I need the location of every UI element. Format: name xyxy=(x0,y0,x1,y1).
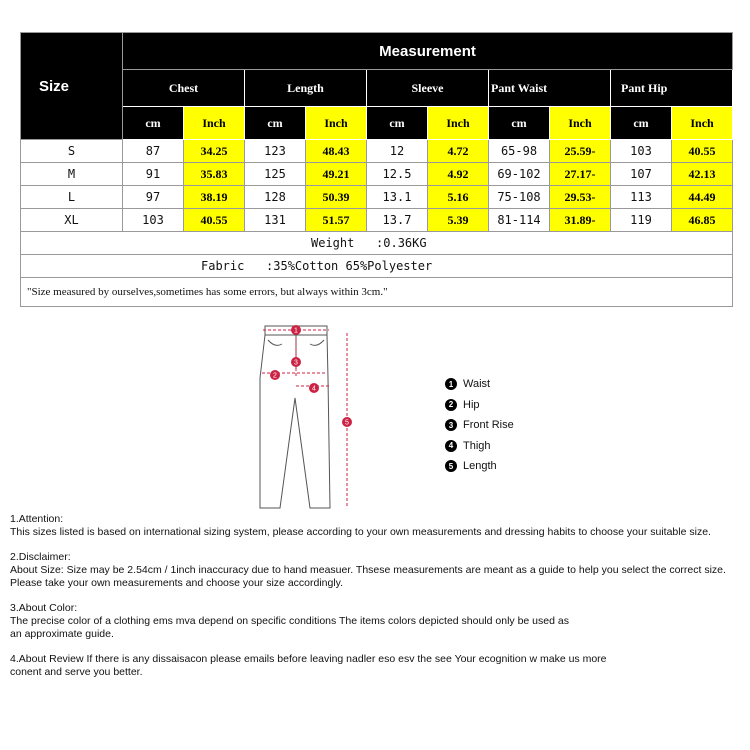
group-pant-hip: Pant Hip xyxy=(611,70,733,107)
unit-cm: cm xyxy=(611,107,672,140)
disclaimer-line: Please take your own measurements and choose your size accordingly. xyxy=(10,577,344,589)
waist-inch: 25.59- xyxy=(550,140,611,163)
legend-label: Waist xyxy=(463,378,491,391)
pocket-line xyxy=(310,340,324,345)
hip-inch: 40.55 xyxy=(672,140,733,163)
table-row xyxy=(21,209,733,232)
chest-inch: 38.19 xyxy=(184,186,245,209)
unit-inch: Inch xyxy=(672,107,733,140)
waist-inch: 29.53- xyxy=(550,186,611,209)
size-header: Size xyxy=(21,33,123,140)
review-line: conent and serve you better. xyxy=(10,666,143,678)
weight-row: Weight :0.36KG xyxy=(21,232,733,255)
chest-cm: 103 xyxy=(123,209,184,232)
unit-inch: Inch xyxy=(306,107,367,140)
chest-cm: 91 xyxy=(123,163,184,186)
hip-inch: 46.85 xyxy=(672,209,733,232)
sleeve-cm: 13.1 xyxy=(367,186,428,209)
number-4-icon: 4 xyxy=(445,440,457,452)
waist-cm: 81-114 xyxy=(489,209,550,232)
chest-cm: 97 xyxy=(123,186,184,209)
unit-inch: Inch xyxy=(184,107,245,140)
sleeve-cm: 12 xyxy=(367,140,428,163)
length-inch: 50.39 xyxy=(306,186,367,209)
hip-cm: 103 xyxy=(611,140,672,163)
unit-inch: Inch xyxy=(550,107,611,140)
legend-label: Thigh xyxy=(463,439,491,452)
hip-cm: 119 xyxy=(611,209,672,232)
length-cm: 125 xyxy=(245,163,306,186)
sleeve-inch: 4.92 xyxy=(428,163,489,186)
hip-inch: 44.49 xyxy=(672,186,733,209)
attention-text: This sizes listed is based on international sizing system, please according to your own measurements and dressing habits to choose your suitable size. xyxy=(10,526,711,538)
notes-section xyxy=(10,513,745,679)
sleeve-inch: 5.16 xyxy=(428,186,489,209)
fabric-row: Fabric :35%Cotton 65%Polyester xyxy=(21,255,733,278)
disclaimer-title: 2.Disclaimer: xyxy=(10,551,71,563)
length-inch: 51.57 xyxy=(306,209,367,232)
marker-label: 3 xyxy=(294,359,298,367)
group-pant-waist: Pant Waist xyxy=(489,70,611,107)
legend-label: Length xyxy=(463,460,497,473)
measurement-title: Measurement xyxy=(123,33,733,70)
table-row xyxy=(21,163,733,186)
sleeve-inch: 5.39 xyxy=(428,209,489,232)
marker-label: 5 xyxy=(345,419,349,427)
pants-diagram xyxy=(230,318,380,518)
chest-inch: 35.83 xyxy=(184,163,245,186)
sleeve-inch: 4.72 xyxy=(428,140,489,163)
unit-cm: cm xyxy=(245,107,306,140)
group-chest: Chest xyxy=(123,70,245,107)
legend-item-thigh xyxy=(445,436,514,457)
color-title: 3.About Color: xyxy=(10,602,78,614)
waist-cm: 65-98 xyxy=(489,140,550,163)
group-length: Length xyxy=(245,70,367,107)
number-2-icon: 2 xyxy=(445,399,457,411)
color-line: The precise color of a clothing ems mva depend on specific conditions The items colors depicted should only be used as xyxy=(10,615,569,627)
chest-inch: 40.55 xyxy=(184,209,245,232)
color-line: an approximate guide. xyxy=(10,628,114,640)
legend-item-length xyxy=(445,456,514,477)
waist-cm: 69-102 xyxy=(489,163,550,186)
number-3-icon: 3 xyxy=(445,419,457,431)
chest-cm: 87 xyxy=(123,140,184,163)
hip-cm: 113 xyxy=(611,186,672,209)
unit-cm: cm xyxy=(489,107,550,140)
measure-disclaimer: "Size measured by ourselves,sometimes has some errors, but always within 3cm." xyxy=(21,278,733,307)
length-cm: 131 xyxy=(245,209,306,232)
legend-item-waist xyxy=(445,374,514,395)
length-cm: 128 xyxy=(245,186,306,209)
length-inch: 49.21 xyxy=(306,163,367,186)
unit-inch: Inch xyxy=(428,107,489,140)
size-cell: M xyxy=(21,163,123,186)
marker-label: 1 xyxy=(294,327,298,335)
marker-label: 2 xyxy=(273,372,277,380)
legend-label: Front Rise xyxy=(463,419,514,432)
table-row xyxy=(21,140,733,163)
length-cm: 123 xyxy=(245,140,306,163)
size-cell: XL xyxy=(21,209,123,232)
group-sleeve: Sleeve xyxy=(367,70,489,107)
sleeve-cm: 12.5 xyxy=(367,163,428,186)
number-1-icon: 1 xyxy=(445,378,457,390)
legend-item-hip xyxy=(445,395,514,416)
size-chart-table xyxy=(20,32,733,307)
hip-cm: 107 xyxy=(611,163,672,186)
waist-inch: 31.89- xyxy=(550,209,611,232)
pocket-line xyxy=(268,340,282,345)
number-5-icon: 5 xyxy=(445,460,457,472)
waist-inch: 27.17- xyxy=(550,163,611,186)
size-cell: L xyxy=(21,186,123,209)
size-cell: S xyxy=(21,140,123,163)
marker-label: 4 xyxy=(312,385,316,393)
hip-inch: 42.13 xyxy=(672,163,733,186)
legend-label: Hip xyxy=(463,398,480,411)
waist-cm: 75-108 xyxy=(489,186,550,209)
disclaimer-line: About Size: Size may be 2.54cm / 1inch inaccuracy due to hand measuer. Thsese measurements are meant as a guide to help you select the correct size. xyxy=(10,564,726,576)
unit-cm: cm xyxy=(367,107,428,140)
review-line: 4.About Review If there is any dissaisacon please emails before leaving nadler eso esv the see Your ecognition w make us more xyxy=(10,653,607,665)
chest-inch: 34.25 xyxy=(184,140,245,163)
table-row xyxy=(21,186,733,209)
length-inch: 48.43 xyxy=(306,140,367,163)
unit-cm: cm xyxy=(123,107,184,140)
sleeve-cm: 13.7 xyxy=(367,209,428,232)
measurement-legend xyxy=(445,374,514,477)
attention-title: 1.Attention: xyxy=(10,513,64,525)
legend-item-front-rise xyxy=(445,415,514,436)
